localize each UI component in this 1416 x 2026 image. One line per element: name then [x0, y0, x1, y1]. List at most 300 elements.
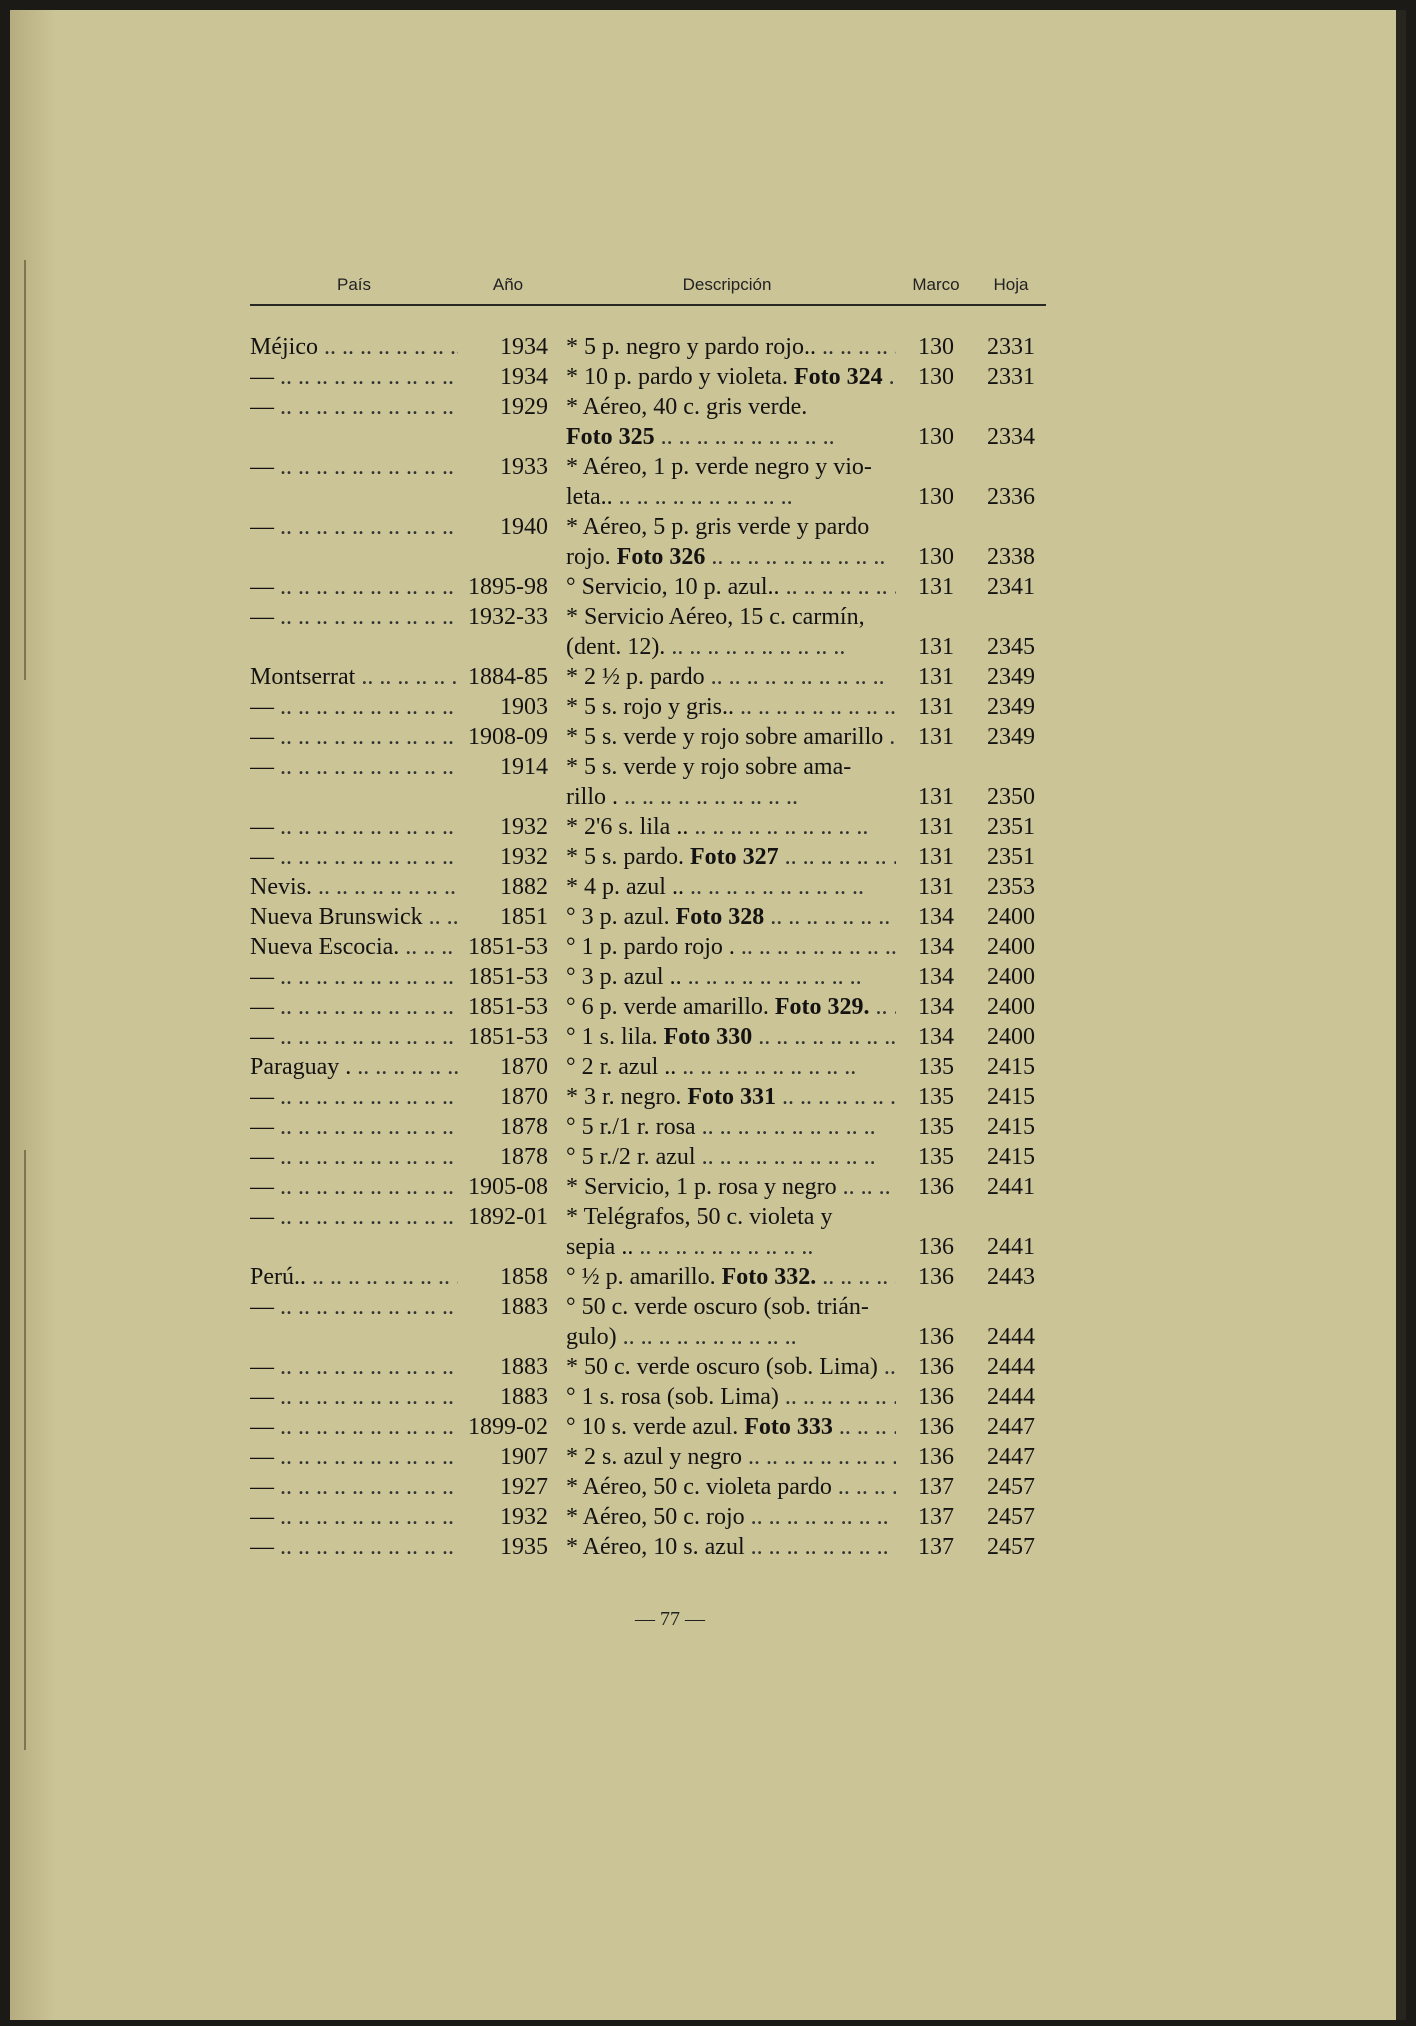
description-text: gulo)	[566, 1324, 617, 1350]
description-cell	[558, 1532, 896, 1562]
table-row	[250, 422, 1046, 452]
country-cell: — .. ..	[250, 752, 458, 782]
year-cell: 1907	[500, 1444, 548, 1470]
description-cell	[558, 1232, 896, 1262]
leader-dots	[696, 1144, 876, 1170]
description-text: * 5 s. verde y rojo sobre amarillo	[566, 724, 884, 750]
table-row	[250, 512, 1046, 542]
country-cell: — .. ..	[250, 812, 458, 842]
description-cell	[558, 1382, 896, 1412]
table-row	[250, 872, 1046, 902]
country-cell: Montserrat .. ..	[250, 662, 458, 692]
hoja-cell: 2349	[987, 664, 1035, 690]
country-cell: — .. ..	[250, 392, 458, 422]
marco-cell: 136	[918, 1174, 954, 1200]
hoja-cell: 2415	[987, 1054, 1035, 1080]
description-cell	[558, 332, 896, 362]
marco-cell: 136	[918, 1324, 954, 1350]
year-cell	[458, 1322, 558, 1352]
marco-cell: 131	[918, 784, 954, 810]
leader-dots	[745, 1534, 896, 1560]
description-text: * Telégrafos, 50 c. violeta y	[566, 1204, 833, 1230]
hoja-cell	[976, 602, 1046, 632]
table-row	[250, 782, 1046, 812]
foto-reference: Foto 325	[566, 424, 655, 450]
description-text: * 10 p. pardo y violeta.	[566, 364, 788, 390]
year-cell: 1934	[500, 334, 548, 360]
leader-dots	[618, 784, 798, 810]
table-row	[250, 542, 1046, 572]
description-cell	[558, 1052, 896, 1082]
table-row	[250, 1382, 1046, 1412]
year-cell: 1895-98	[468, 574, 548, 600]
description-cell	[558, 782, 896, 812]
hoja-cell: 2447	[987, 1414, 1035, 1440]
year-cell: 1929	[500, 394, 548, 420]
year-cell: 1927	[500, 1474, 548, 1500]
table-row	[250, 962, 1046, 992]
marco-cell: 135	[918, 1114, 954, 1140]
leader-dots	[764, 904, 896, 930]
header-pais: País	[336, 275, 372, 294]
description-text: * 5 s. verde y rojo sobre ama-	[566, 754, 852, 780]
leader-dots	[688, 814, 868, 840]
description-cell	[558, 572, 896, 602]
description-cell	[558, 392, 896, 422]
marco-cell: 130	[918, 484, 954, 510]
hoja-cell: 2415	[987, 1084, 1035, 1110]
country-cell: — .. ..	[250, 842, 458, 872]
table-row	[250, 362, 1046, 392]
hoja-cell: 2345	[987, 634, 1035, 660]
hoja-cell	[976, 752, 1046, 782]
table-row	[250, 1412, 1046, 1442]
description-text: ° 1 s. lila.	[566, 1024, 658, 1050]
description-cell	[558, 482, 896, 512]
year-cell: 1883	[500, 1354, 548, 1380]
description-text: (dent. 12).	[566, 634, 666, 660]
marco-cell: 131	[918, 634, 954, 660]
year-cell: 1851-53	[468, 994, 548, 1020]
hoja-cell: 2334	[987, 424, 1035, 450]
year-cell: 1858	[500, 1264, 548, 1290]
description-text: * 2 s. azul y negro	[566, 1444, 742, 1470]
description-cell	[558, 452, 896, 482]
table-row	[250, 392, 1046, 422]
table-row	[250, 1532, 1046, 1562]
country-cell: — .. ..	[250, 512, 458, 542]
country-cell: — .. ..	[250, 1382, 458, 1412]
leader-dots	[665, 634, 845, 660]
leader-dots	[705, 544, 885, 570]
table-row	[250, 1262, 1046, 1292]
leader-dots	[617, 1324, 797, 1350]
country-cell: Perú.. .. ..	[250, 1262, 458, 1292]
table-row	[250, 1352, 1046, 1382]
hoja-cell	[976, 1202, 1046, 1232]
marco-cell: 134	[918, 994, 954, 1020]
leader-dots	[742, 1444, 896, 1470]
description-cell	[558, 1352, 896, 1382]
year-cell: 1851-53	[468, 934, 548, 960]
description-text: * Aéreo, 40 c. gris verde.	[566, 394, 808, 420]
country-cell: — .. ..	[250, 962, 458, 992]
country-cell: — .. ..	[250, 1292, 458, 1322]
hoja-cell: 2457	[987, 1504, 1035, 1530]
description-cell	[558, 1412, 896, 1442]
marco-cell: 136	[918, 1444, 954, 1470]
table-row	[250, 1472, 1046, 1502]
hoja-cell: 2349	[987, 694, 1035, 720]
hoja-cell: 2444	[987, 1324, 1035, 1350]
description-cell	[558, 542, 896, 572]
table-row	[250, 1322, 1046, 1352]
hoja-cell: 2400	[987, 904, 1035, 930]
year-cell	[458, 782, 558, 812]
marco-cell	[896, 1202, 976, 1232]
country-cell: Nueva Brunswick .. ..	[250, 902, 458, 932]
year-cell: 1934	[500, 364, 548, 390]
description-text: * Aéreo, 50 c. rojo	[566, 1504, 745, 1530]
country-cell: — .. ..	[250, 992, 458, 1022]
marco-cell	[896, 512, 976, 542]
table-body	[250, 332, 1046, 1562]
leader-dots	[752, 1024, 896, 1050]
marco-cell: 131	[918, 814, 954, 840]
table-row	[250, 992, 1046, 1022]
table-row	[250, 1142, 1046, 1172]
country-cell: Méjico .. ..	[250, 332, 458, 362]
header-hoja: Hoja	[993, 275, 1029, 294]
hoja-cell: 2341	[987, 574, 1035, 600]
marco-cell: 137	[918, 1504, 954, 1530]
leader-dots	[655, 424, 835, 450]
description-cell	[558, 1022, 896, 1052]
country-cell: — .. ..	[250, 1532, 458, 1562]
hoja-cell: 2349	[987, 724, 1035, 750]
description-cell	[558, 1142, 896, 1172]
country-cell: — .. ..	[250, 722, 458, 752]
hoja-cell: 2353	[987, 874, 1035, 900]
country-cell: — .. ..	[250, 602, 458, 632]
hoja-cell: 2443	[987, 1264, 1035, 1290]
table-row	[250, 632, 1046, 662]
description-cell	[558, 752, 896, 782]
country-cell: — .. ..	[250, 1472, 458, 1502]
hoja-cell: 2350	[987, 784, 1035, 810]
marco-cell: 136	[918, 1384, 954, 1410]
binding-stitch	[24, 1150, 42, 1750]
year-cell: 1884-85	[468, 664, 548, 690]
leader-dots	[613, 484, 793, 510]
table-header	[250, 270, 1046, 306]
marco-cell: 135	[918, 1054, 954, 1080]
marco-cell: 134	[918, 1024, 954, 1050]
leader-dots	[776, 1084, 896, 1110]
table-row	[250, 692, 1046, 722]
year-cell: 1940	[500, 514, 548, 540]
description-cell	[558, 992, 896, 1022]
description-cell	[558, 1472, 896, 1502]
table-row	[250, 452, 1046, 482]
hoja-cell	[976, 452, 1046, 482]
hoja-cell	[976, 512, 1046, 542]
table-row	[250, 1112, 1046, 1142]
description-text: ° ½ p. amarillo.	[566, 1264, 716, 1290]
description-text: ° 5 r./2 r. azul	[566, 1144, 696, 1170]
page-gutter	[10, 10, 56, 2020]
description-cell	[558, 362, 896, 392]
foto-reference: Foto 333	[744, 1414, 833, 1440]
year-cell: 1903	[500, 694, 548, 720]
leader-dots	[735, 934, 896, 960]
description-text: ° 10 s. verde azul.	[566, 1414, 739, 1440]
marco-cell: 131	[918, 844, 954, 870]
table-row	[250, 1292, 1046, 1322]
leader-dots	[696, 1114, 876, 1140]
year-cell: 1914	[500, 754, 548, 780]
hoja-cell	[976, 1292, 1046, 1322]
description-text: ° 1 s. rosa (sob. Lima)	[566, 1384, 779, 1410]
description-text: * 5 s. rojo y gris..	[566, 694, 734, 720]
year-cell: 1899-02	[468, 1414, 548, 1440]
country-cell	[250, 632, 458, 662]
year-cell: 1851-53	[468, 1024, 548, 1050]
foto-reference: Foto 324	[793, 364, 883, 390]
year-cell: 1933	[500, 454, 548, 480]
leader-dots	[870, 994, 896, 1020]
country-cell	[250, 1322, 458, 1352]
country-cell	[250, 422, 458, 452]
marco-cell: 131	[918, 874, 954, 900]
hoja-cell: 2351	[987, 814, 1035, 840]
country-cell: Nevis. .. ..	[250, 872, 458, 902]
hoja-cell: 2400	[987, 964, 1035, 990]
description-text: * Aéreo, 10 s. azul	[566, 1534, 745, 1560]
description-text: ° Servicio, 10 p. azul..	[566, 574, 780, 600]
hoja-cell: 2415	[987, 1144, 1035, 1170]
year-cell: 1883	[500, 1384, 548, 1410]
country-cell: — .. ..	[250, 1172, 458, 1202]
foto-reference: Foto 326	[616, 544, 706, 570]
description-text: * Aéreo, 50 c. violeta pardo	[566, 1474, 832, 1500]
description-cell	[558, 512, 896, 542]
description-cell	[558, 722, 896, 752]
marco-cell: 131	[918, 664, 954, 690]
hoja-cell: 2447	[987, 1444, 1035, 1470]
header-descripcion: Descripción	[682, 275, 772, 294]
leader-dots	[705, 664, 885, 690]
leader-dots	[883, 724, 896, 750]
leader-dots	[745, 1504, 896, 1530]
year-cell: 1882	[500, 874, 548, 900]
leader-dots	[833, 1414, 896, 1440]
marco-cell: 136	[918, 1234, 954, 1260]
country-cell: — .. ..	[250, 1082, 458, 1112]
table-row	[250, 1172, 1046, 1202]
hoja-cell: 2400	[987, 994, 1035, 1020]
country-cell: — .. ..	[250, 1142, 458, 1172]
table-row	[250, 722, 1046, 752]
description-text: rojo.	[566, 544, 611, 570]
year-cell: 1932	[500, 844, 548, 870]
description-text: rillo .	[566, 784, 618, 810]
marco-cell: 136	[918, 1354, 954, 1380]
marco-cell	[896, 602, 976, 632]
country-cell	[250, 542, 458, 572]
year-cell: 1932	[500, 814, 548, 840]
leader-dots	[816, 334, 896, 360]
year-cell: 1878	[500, 1144, 548, 1170]
year-cell: 1870	[500, 1054, 548, 1080]
foto-reference: Foto 329.	[774, 994, 870, 1020]
binding-stitch	[24, 260, 42, 680]
description-cell	[558, 1262, 896, 1292]
description-text: ° 1 p. pardo rojo .	[566, 934, 735, 960]
year-cell: 1883	[500, 1294, 548, 1320]
year-cell: 1878	[500, 1114, 548, 1140]
description-cell	[558, 872, 896, 902]
year-cell: 1905-08	[468, 1174, 548, 1200]
description-cell	[558, 1502, 896, 1532]
description-cell	[558, 422, 896, 452]
year-cell	[458, 422, 558, 452]
marco-cell: 137	[918, 1534, 954, 1560]
description-text: * 5 s. pardo.	[566, 844, 684, 870]
description-cell	[558, 812, 896, 842]
description-text: * 50 c. verde oscuro (sob. Lima)	[566, 1354, 878, 1380]
description-text: ° 2 r. azul ..	[566, 1054, 677, 1080]
description-cell	[558, 962, 896, 992]
country-cell	[250, 782, 458, 812]
leader-dots	[684, 874, 864, 900]
description-text: ° 3 p. azul.	[566, 904, 670, 930]
country-cell: — .. ..	[250, 1502, 458, 1532]
table-row	[250, 812, 1046, 842]
hoja-cell: 2457	[987, 1474, 1035, 1500]
marco-cell: 137	[918, 1474, 954, 1500]
marco-cell: 130	[918, 544, 954, 570]
table-row	[250, 572, 1046, 602]
year-cell: 1892-01	[468, 1204, 548, 1230]
description-cell	[558, 902, 896, 932]
stamp-table	[250, 270, 1046, 1562]
hoja-cell: 2351	[987, 844, 1035, 870]
description-cell	[558, 1322, 896, 1352]
marco-cell: 134	[918, 934, 954, 960]
hoja-cell: 2331	[987, 334, 1035, 360]
description-cell	[558, 1442, 896, 1472]
marco-cell: 130	[918, 364, 954, 390]
leader-dots	[780, 574, 896, 600]
description-text: * Servicio, 1 p. rosa y negro	[566, 1174, 837, 1200]
year-cell: 1932-33	[468, 604, 548, 630]
description-text: sepia ..	[566, 1234, 634, 1260]
marco-cell	[896, 452, 976, 482]
book-page	[10, 10, 1406, 2020]
table-row	[250, 1052, 1046, 1082]
table-row	[250, 1232, 1046, 1262]
leader-dots	[779, 844, 896, 870]
country-cell: — .. ..	[250, 1352, 458, 1382]
description-cell	[558, 632, 896, 662]
description-text: ° 50 c. verde oscuro (sob. trián-	[566, 1294, 869, 1320]
hoja-cell: 2338	[987, 544, 1035, 570]
country-cell: Nueva Escocia. .. ..	[250, 932, 458, 962]
year-cell: 1908-09	[468, 724, 548, 750]
description-text: leta..	[566, 484, 613, 510]
foto-reference: Foto 330	[663, 1024, 753, 1050]
description-cell	[558, 1112, 896, 1142]
marco-cell: 134	[918, 964, 954, 990]
description-text: ° 3 p. azul ..	[566, 964, 682, 990]
country-cell: Paraguay . .. ..	[250, 1052, 458, 1082]
description-text: ° 6 p. verde amarillo.	[566, 994, 769, 1020]
table-row	[250, 932, 1046, 962]
leader-dots	[832, 1474, 896, 1500]
marco-cell: 135	[918, 1084, 954, 1110]
hoja-cell: 2331	[987, 364, 1035, 390]
hoja-cell: 2400	[987, 1024, 1035, 1050]
marco-cell: 136	[918, 1414, 954, 1440]
header-ano: Año	[492, 275, 524, 294]
table-row	[250, 1502, 1046, 1532]
country-cell: — .. ..	[250, 572, 458, 602]
foto-reference: Foto 332.	[721, 1264, 817, 1290]
country-cell: — .. ..	[250, 692, 458, 722]
table-row	[250, 902, 1046, 932]
table-row	[250, 332, 1046, 362]
table-row	[250, 1442, 1046, 1472]
table-row	[250, 482, 1046, 512]
country-cell: — .. ..	[250, 1442, 458, 1472]
description-cell	[558, 602, 896, 632]
description-cell	[558, 1202, 896, 1232]
hoja-cell	[976, 392, 1046, 422]
leader-dots	[816, 1264, 896, 1290]
description-text: * Servicio Aéreo, 15 c. carmín,	[566, 604, 865, 630]
leader-dots	[878, 1354, 896, 1380]
hoja-cell: 2444	[987, 1384, 1035, 1410]
description-text: * Aéreo, 5 p. gris verde y pardo	[566, 514, 870, 540]
marco-cell: 130	[918, 424, 954, 450]
table-row	[250, 1022, 1046, 1052]
country-cell: — .. ..	[250, 1412, 458, 1442]
country-cell: — .. ..	[250, 1112, 458, 1142]
hoja-cell: 2415	[987, 1114, 1035, 1140]
year-cell: 1932	[500, 1504, 548, 1530]
table-row	[250, 662, 1046, 692]
table-row	[250, 752, 1046, 782]
marco-cell: 136	[918, 1264, 954, 1290]
year-cell: 1870	[500, 1084, 548, 1110]
leader-dots	[633, 1234, 813, 1260]
year-cell	[458, 632, 558, 662]
description-cell	[558, 692, 896, 722]
description-cell	[558, 1172, 896, 1202]
marco-cell	[896, 392, 976, 422]
year-cell	[458, 542, 558, 572]
hoja-cell: 2444	[987, 1354, 1035, 1380]
header-marco: Marco	[912, 275, 960, 294]
hoja-cell: 2457	[987, 1534, 1035, 1560]
marco-cell	[896, 752, 976, 782]
year-cell: 1935	[500, 1534, 548, 1560]
year-cell: 1851	[500, 904, 548, 930]
description-text: * 2'6 s. lila ..	[566, 814, 689, 840]
leader-dots	[734, 694, 896, 720]
foto-reference: Foto 328	[675, 904, 765, 930]
